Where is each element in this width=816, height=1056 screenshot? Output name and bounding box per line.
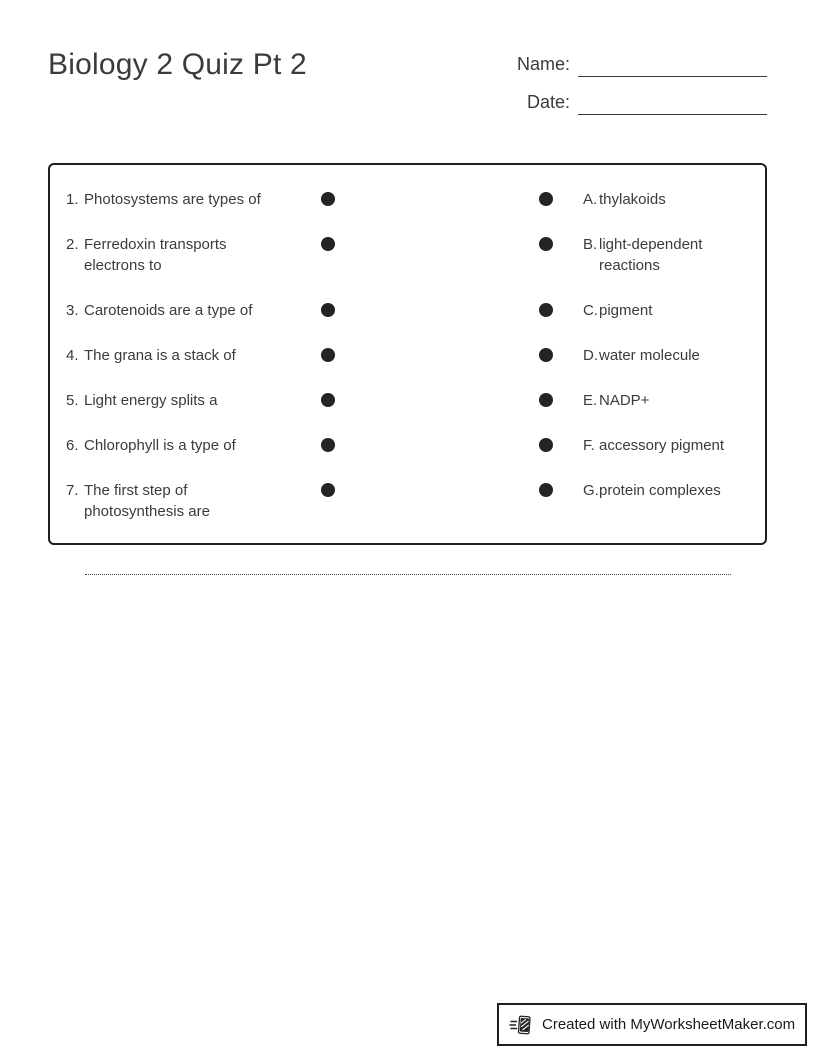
question-number: 3. [66, 302, 79, 319]
header-fields [510, 48, 767, 116]
question-number: 6. [66, 437, 79, 454]
question [66, 345, 321, 366]
match-gap [335, 234, 539, 235]
answer [553, 189, 749, 210]
question [66, 189, 321, 210]
question-number: 2. [66, 236, 79, 253]
date-blank-line[interactable] [578, 114, 767, 115]
answer-letter: C. [583, 302, 598, 319]
answer [553, 390, 749, 411]
matching-row [66, 390, 749, 411]
match-gap [335, 345, 539, 346]
matching-quiz-box [48, 163, 767, 545]
question-text: The first step of photosynthesis are [84, 482, 210, 520]
question [66, 435, 321, 456]
question-text: Photosystems are types of [84, 191, 261, 208]
match-gap [335, 480, 539, 481]
question [66, 300, 321, 321]
matching-row [66, 345, 749, 366]
match-gap [335, 300, 539, 301]
question-match-dot[interactable] [321, 438, 335, 452]
answer [553, 345, 749, 366]
question [66, 480, 321, 522]
answer-match-dot[interactable] [539, 192, 553, 206]
answer [553, 435, 749, 456]
answer-match-dot[interactable] [539, 438, 553, 452]
matching-rows [66, 189, 749, 522]
question-number: 5. [66, 392, 79, 409]
question [66, 234, 321, 276]
match-gap [335, 189, 539, 190]
question-text: Chlorophyll is a type of [84, 437, 236, 454]
question-match-dot[interactable] [321, 237, 335, 251]
answer-text: protein complexes [599, 482, 721, 499]
answer-match-dot[interactable] [539, 393, 553, 407]
page-title: Biology 2 Quiz Pt 2 [48, 48, 307, 81]
matching-row [66, 234, 749, 276]
question-match-dot[interactable] [321, 483, 335, 497]
answer-text: accessory pigment [599, 437, 725, 454]
question-match-dot[interactable] [321, 348, 335, 362]
answer-letter: G. [583, 482, 599, 499]
question-text: Carotenoids are a type of [84, 302, 253, 319]
matching-row [66, 189, 749, 210]
matching-row [66, 435, 749, 456]
footer-credit-box [497, 1003, 807, 1046]
matching-row [66, 300, 749, 321]
answer-letter: F. [583, 437, 595, 454]
answer [553, 300, 749, 321]
question-match-dot[interactable] [321, 192, 335, 206]
answer-match-dot[interactable] [539, 237, 553, 251]
date-label: Date: [526, 92, 570, 112]
answer-text: NADP+ [599, 392, 650, 409]
question-number: 4. [66, 347, 79, 364]
answer-letter: B. [583, 236, 598, 253]
matching-row [66, 480, 749, 522]
answer-letter: D. [583, 347, 598, 364]
answer-text: light-dependent reactions [599, 236, 703, 274]
question-number: 7. [66, 482, 79, 499]
answer-letter: A. [583, 191, 598, 208]
question-number: 1. [66, 191, 79, 208]
answer-letter: E. [583, 392, 598, 409]
question-text: Ferredoxin transports electrons to [84, 236, 227, 274]
name-label: Name: [516, 54, 570, 74]
answer-text: thylakoids [599, 191, 666, 208]
answer-text: pigment [599, 302, 653, 319]
dotted-divider [85, 574, 731, 575]
name-blank-line[interactable] [578, 76, 767, 77]
match-gap [335, 435, 539, 436]
name-field-row [510, 48, 767, 78]
answer-match-dot[interactable] [539, 303, 553, 317]
question [66, 390, 321, 411]
answer [553, 234, 749, 276]
worksheet-maker-logo-icon [509, 1012, 535, 1038]
question-text: Light energy splits a [84, 392, 218, 409]
answer-match-dot[interactable] [539, 348, 553, 362]
question-match-dot[interactable] [321, 303, 335, 317]
answer-match-dot[interactable] [539, 483, 553, 497]
match-gap [335, 390, 539, 391]
question-text: The grana is a stack of [84, 347, 236, 364]
answer-text: water molecule [599, 347, 700, 364]
answer [553, 480, 749, 501]
date-field-row [510, 86, 767, 116]
question-match-dot[interactable] [321, 393, 335, 407]
footer-credit-text: Created with MyWorksheetMaker.com [542, 1016, 796, 1033]
